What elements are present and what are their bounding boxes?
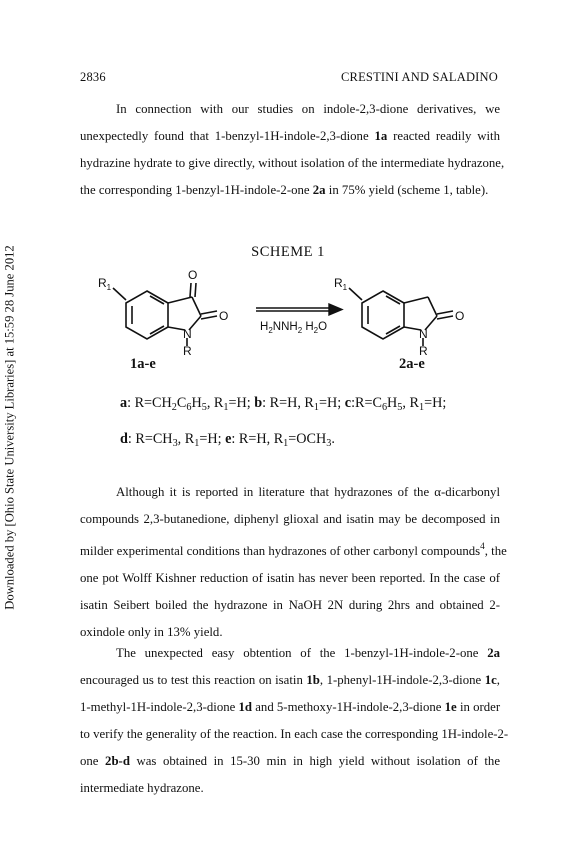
- intro-line-2-tail: reacted readily with: [393, 129, 501, 143]
- atom-O: O: [188, 268, 198, 282]
- intro-line-2: [80, 123, 500, 150]
- oxindole-structure: [349, 288, 453, 346]
- atom-R1: $R_1$: [334, 276, 348, 292]
- p3-line-3-mid: and 5-methoxy-1H-indole-2,3-dione: [255, 700, 442, 714]
- reagent-label: $H_2NNH_2$ $H_2O$: [260, 321, 328, 335]
- compound-ref-2b-d: 2b-d: [105, 754, 130, 768]
- atom-R: R: [419, 344, 428, 358]
- intro-line-2-text: unexpectedly found that 1-benzyl-1H-indole-2,3-dione: [80, 129, 369, 143]
- paragraph-2: [80, 479, 507, 646]
- compound-ref-1c: 1c: [484, 673, 497, 687]
- intro-paragraph: [80, 96, 505, 204]
- atom-R: R: [183, 344, 192, 358]
- p3-line-1-text: The unexpected easy obtention of the 1-benzyl-1H-indole-2-one: [116, 646, 479, 660]
- running-title: CRESTINI AND SALADINO: [341, 70, 498, 84]
- p2-line-3-text: milder experimental conditions than hydrazones of other carbonyl compounds: [80, 544, 481, 558]
- p3-line-1: [80, 640, 500, 667]
- compound-ref-2a: 2a: [312, 183, 326, 197]
- p3-line-3-text: 1-methyl-1H-indole-2,3-dione: [80, 700, 236, 714]
- intro-line-4: [80, 177, 500, 204]
- intro-line-4-tail: in 75% yield (scheme 1, table).: [328, 183, 489, 197]
- p3-line-2: encouraged us to test this reaction on isatin 1b, 1-phenyl-1H-indole-2,3-dione 1c,: [80, 673, 500, 687]
- compound-ref-1b: 1b: [306, 673, 320, 687]
- atom-O: O: [219, 309, 229, 323]
- intro-line-3: hydrazine hydrate to give directly, without isolation of the intermediate hydrazone,: [80, 156, 505, 170]
- page-number: 2836: [80, 70, 106, 84]
- p2-line-1: Although it is reported in literature that hydrazones of the α-dicarbonyl: [116, 485, 500, 499]
- atom-R1: $R_1$: [98, 276, 112, 292]
- intro-line-4-text: the corresponding 1-benzyl-1H-indole-2-one: [80, 183, 310, 197]
- reaction-arrow: [256, 304, 342, 315]
- definitions-line-2: d: $R=CH_3$, $R_1=H$; e: R=H, $R_1=OCH_3$.: [120, 431, 335, 449]
- scheme-title: SCHEME 1: [251, 244, 325, 260]
- p3-line-6: intermediate hydrazone.: [80, 781, 204, 795]
- paragraph-3: [80, 640, 509, 802]
- p2-line-5: isatin Seibert boiled the hydrazone in NaOH 2N during 2hrs and obtained 2-: [80, 598, 500, 612]
- definitions-line-1: a: $R=CH_2C_6H_5$, $R_1=H$; b: R=H, $R_1=H$; $c:R=C_6H_5$, $R_1=H$;: [120, 395, 447, 413]
- p3-line-3: [80, 694, 500, 721]
- atom-O: O: [455, 309, 465, 323]
- label-2a-e: 2a-e: [399, 356, 425, 372]
- p3-line-2-mid: , 1-phenyl-1H-indole-2,3-dione: [319, 673, 482, 687]
- p2-line-2: compounds 2,3-butanedione, diphenyl glioxal and isatin may be decomposed in: [80, 512, 500, 526]
- p3-line-5-tail: was obtained in 15-30 min in high yield without isolation of the: [136, 754, 501, 768]
- compound-ref-1a: 1a: [374, 129, 388, 143]
- p2-line-3-tail: , the: [484, 544, 507, 558]
- reference-superscript: 4: [480, 541, 485, 551]
- label-1a-e: 1a-e: [130, 356, 156, 372]
- p3-line-5-text: one: [80, 754, 99, 768]
- p3-line-3-tail: in order: [459, 700, 501, 714]
- atom-N: N: [419, 327, 428, 341]
- download-notice: Downloaded by [Ohio State University Libraries] at 15:59 28 June 2012: [2, 245, 17, 610]
- p3-line-5: [80, 748, 500, 775]
- p2-line-6: oxindole only in 13% yield.: [80, 625, 223, 639]
- compound-ref-1d: 1d: [238, 700, 253, 714]
- isatin-structure: [113, 283, 217, 346]
- p3-line-2-text: encouraged us to test this reaction on isatin: [80, 673, 303, 687]
- intro-line-1: In connection with our studies on indole-2,3-dione derivatives, we: [116, 102, 500, 116]
- p3-line-4: to verify the generality of the reaction. In each case the corresponding 1H-indole-2-: [80, 727, 509, 741]
- p2-line-4: one pot Wolff Kishner reduction of isatin has never been reported. In the case of: [80, 571, 500, 585]
- atom-N: N: [183, 327, 192, 341]
- p2-line-3: [80, 533, 507, 565]
- compound-ref-1e: 1e: [444, 700, 457, 714]
- compound-ref-2a: 2a: [487, 646, 500, 660]
